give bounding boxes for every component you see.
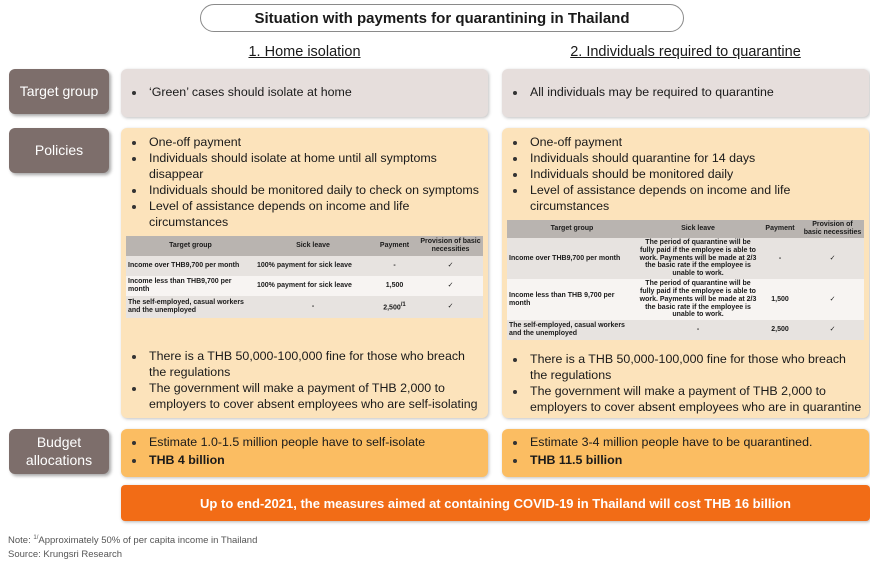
table-cell: The period of quarantine will be fully paid if the employee is able to work. Payments will be made at 2/3 the basic rate if the employee is unable to work.: [637, 279, 759, 320]
table-header: Target group: [126, 236, 255, 256]
list-item: Level of assistance depends on income and life circumstances: [121, 198, 488, 230]
list-item: The government will make a payment of THB 2,000 to employers to cover absent employees who are in quarantine: [502, 383, 869, 415]
list-item: THB 4 billion: [121, 452, 488, 468]
home-policies-panel: [121, 128, 488, 418]
list-item: There is a THB 50,000-100,000 fine for those who breach the regulations: [121, 348, 488, 380]
table-header: Provision of basic necessities: [418, 236, 483, 256]
table-cell: The self-employed, casual workers and the unemployed: [126, 296, 255, 318]
table-cell: -: [637, 320, 759, 340]
table-cell: The self-employed, casual workers and the unemployed: [507, 320, 637, 340]
table-cell: -: [759, 238, 801, 279]
quarantine-assistance-table: [507, 220, 864, 340]
total-cost-banner: [121, 485, 870, 521]
list-item: One-off payment: [502, 134, 869, 150]
quarantine-policies-panel: [502, 128, 869, 418]
list-item: Individuals should quarantine for 14 days: [502, 150, 869, 166]
footnote: Note: $^{1/}$Approximately 50% of per capita income in Thailand: [8, 535, 258, 547]
table-row: [126, 276, 483, 296]
table-row: [507, 238, 864, 279]
table-cell: 1,500: [371, 276, 418, 296]
table-header: Provision of basic necessities: [801, 220, 864, 238]
row-label-target-group: Target group: [9, 69, 109, 114]
table-header: Payment: [759, 220, 801, 238]
table-cell: 1,500: [759, 279, 801, 320]
list-item: Estimate 1.0-1.5 million people have to self-isolate: [121, 434, 488, 450]
list-item: Estimate 3-4 million people have to be quarantined.: [502, 434, 869, 450]
table-header: Sick leave: [255, 236, 371, 256]
table-cell: $2,500^{/1}$: [371, 296, 418, 318]
table-header: Target group: [507, 220, 637, 238]
check-icon: ✓: [801, 238, 864, 279]
check-icon: ✓: [801, 279, 864, 320]
list-item: THB 11.5 billion: [502, 452, 869, 468]
quarantine-target-text: All individuals may be required to quarantine: [502, 84, 869, 100]
table-row: [126, 296, 483, 318]
table-header-row: [126, 236, 483, 256]
quarantine-target-panel: [502, 69, 869, 117]
list-item: Level of assistance depends on income and life circumstances: [502, 182, 869, 214]
table-cell: -: [371, 256, 418, 276]
home-budget-panel: [121, 429, 488, 477]
table-row: [507, 320, 864, 340]
home-target-panel: [121, 69, 488, 117]
table-cell: Income less than THB 9,700 per month: [507, 279, 637, 320]
list-item: There is a THB 50,000-100,000 fine for those who breach the regulations: [502, 351, 869, 383]
home-assistance-table: [126, 236, 483, 318]
table-row: [507, 279, 864, 320]
home-target-text: ‘Green’ cases should isolate at home: [121, 84, 488, 100]
column-header-quarantine: 2. Individuals required to quarantine: [570, 44, 801, 60]
page-title: [200, 4, 684, 32]
row-label-budget: Budget allocations: [9, 429, 109, 474]
list-item: Individuals should be monitored daily: [502, 166, 869, 182]
source-note: Source: Krungsri Research: [8, 549, 123, 560]
table-cell: Income less than THB9,700 per month: [126, 276, 255, 296]
table-header: Sick leave: [637, 220, 759, 238]
table-cell: -: [255, 296, 371, 318]
list-item: Individuals should isolate at home until all symptoms disappear: [121, 150, 488, 182]
table-header: Payment: [371, 236, 418, 256]
list-item: The government will make a payment of THB 2,000 to employers to cover absent employees who are self-isolating: [121, 380, 488, 412]
check-icon: ✓: [418, 296, 483, 318]
row-label-policies: Policies: [9, 128, 109, 173]
check-icon: ✓: [418, 276, 483, 296]
page-title-text: Situation with payments for quarantining in Thailand: [254, 9, 630, 27]
table-cell: The period of quarantine will be fully paid if the employee is able to work. Payments will be made at 2/3 the basic rate if the employee is unable to work.: [637, 238, 759, 279]
table-cell: 100% payment for sick leave: [255, 256, 371, 276]
footnote-mark: /1: [400, 301, 406, 308]
quarantine-budget-panel: [502, 429, 869, 477]
check-icon: ✓: [801, 320, 864, 340]
table-cell: Income over THB9,700 per month: [507, 238, 637, 279]
list-item: One-off payment: [121, 134, 488, 150]
table-row: [126, 256, 483, 276]
total-cost-banner-text: Up to end-2021, the measures aimed at containing COVID-19 in Thailand will cost THB 16 billion: [200, 495, 791, 511]
table-header-row: [507, 220, 864, 238]
check-icon: ✓: [418, 256, 483, 276]
table-cell: Income over THB9,700 per month: [126, 256, 255, 276]
table-cell: 100% payment for sick leave: [255, 276, 371, 296]
column-header-home-isolation: 1. Home isolation: [248, 44, 361, 60]
list-item: Individuals should be monitored daily to check on symptoms: [121, 182, 488, 198]
table-cell: 2,500: [759, 320, 801, 340]
